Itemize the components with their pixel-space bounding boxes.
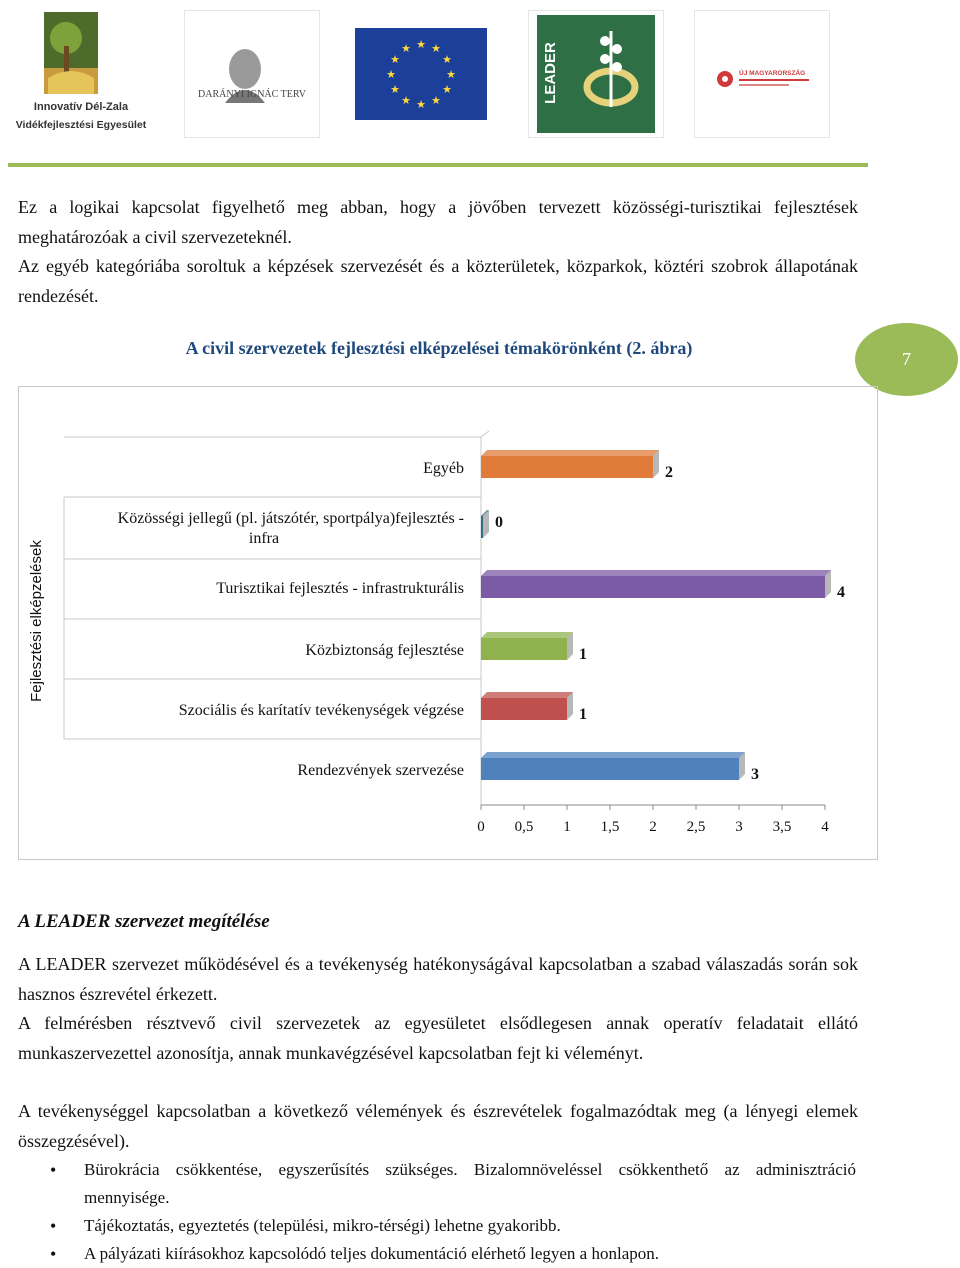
x-tick-label: 1 — [563, 819, 571, 835]
logo4-text: LEADER — [542, 42, 559, 104]
bar — [481, 758, 739, 780]
section-heading: A LEADER szervezet megítélése — [18, 911, 270, 932]
intro-paragraph-2: Az egyéb kategóriába soroltuk a képzések szervezését és a közterületek, közparkok, köztéri szobrok állapotának rendezését. — [18, 256, 858, 306]
eu-star-icon: ★ — [446, 68, 456, 81]
innovativ-del-zala-logo — [14, 8, 148, 138]
category-label: Egyéb — [423, 460, 464, 477]
data-label: 1 — [579, 646, 587, 663]
bar-top-face — [481, 570, 831, 576]
x-tick-label: 0 — [477, 819, 485, 835]
eu-star-icon: ★ — [390, 53, 400, 66]
eu-star-icon: ★ — [442, 53, 452, 66]
x-tick-label: 1,5 — [600, 819, 620, 835]
section-paragraph-2: A felmérésben résztvevő civil szervezetek az egyesületet elsődlegesen annak operatív feladatait ellátó munkaszervezettel azonosítja, annak munkavégzésével kapcsolatban fejt ki véleményt. — [18, 1013, 858, 1063]
section-paragraph-3: A tevékenységgel kapcsolatban a következő vélemények és észrevételek fogalmazódtak meg (a lényegi elemek összegzésével). — [18, 1101, 858, 1151]
bar — [481, 456, 653, 478]
bar-top-face — [481, 692, 573, 698]
data-label: 2 — [665, 464, 673, 481]
x-tick-label: 0,5 — [514, 819, 534, 835]
leader-logo — [528, 10, 664, 138]
eu-star-icon: ★ — [401, 42, 411, 55]
chart-frame — [18, 386, 878, 860]
opinion-list — [0, 1156, 880, 1268]
category-label: Közösségi jellegű (pl. játszótér, sportpálya)fejlesztés - — [117, 510, 464, 527]
uj-magyarorszag-logo — [694, 10, 830, 138]
data-label: 4 — [837, 584, 845, 601]
daranyi-ignac-terv-logo — [184, 10, 320, 138]
eu-star-icon: ★ — [386, 68, 396, 81]
data-label: 0 — [495, 514, 503, 531]
eu-star-icon: ★ — [431, 94, 441, 107]
eu-star-icon: ★ — [401, 94, 411, 107]
x-tick-label: 2 — [649, 819, 657, 835]
eu-star-icon: ★ — [431, 42, 441, 55]
bar — [481, 516, 483, 538]
x-tick-label: 3,5 — [772, 819, 792, 835]
list-item: • Tájékoztatás, egyeztetés (települési, mikro-térségi) lehetne gyakoribb. — [0, 1212, 856, 1240]
category-label: Rendezvények szervezése — [297, 762, 464, 779]
data-label: 3 — [751, 766, 759, 783]
x-tick-label: 2,5 — [686, 819, 706, 835]
x-tick-label: 4 — [821, 819, 829, 835]
data-label: 1 — [579, 706, 587, 723]
list-item: • A pályázati kiírásokhoz kapcsolódó teljes dokumentáció elérhető legyen a honlapon. — [0, 1240, 856, 1268]
header-rule — [8, 163, 868, 167]
plot-wall-edge — [481, 431, 489, 437]
bar-top-face — [481, 450, 659, 456]
logo1-line1: Innovatív Dél-Zala — [33, 101, 129, 113]
x-tick-label: 3 — [735, 819, 743, 835]
category-label: Közbiztonság fejlesztése — [305, 642, 464, 659]
eu-star-icon: ★ — [390, 83, 400, 96]
bar — [481, 698, 567, 720]
y-axis-title: Fejlesztési elképzelések — [28, 540, 45, 702]
section-paragraph-1: A LEADER szervezet működésével és a tevékenység hatékonyságával kapcsolatban a szabad válaszadás során sok hasznos észrevétel érkezett. — [18, 954, 858, 1004]
eu-star-icon: ★ — [442, 83, 452, 96]
category-label: Szociális és karítatív tevékenységek végzése — [178, 702, 464, 719]
header-logos — [0, 0, 960, 160]
bar-chart — [19, 387, 879, 861]
logo1-line2: Vidékfejlesztési Egyesület — [15, 119, 147, 131]
intro-paragraph-1: Ez a logikai kapcsolat figyelhető meg abban, hogy a jövőben tervezett közösségi-turisztikai fejlesztések meghatározóak a civil szervezeteknél. — [18, 197, 858, 247]
eu-star-icon: ★ — [416, 38, 426, 51]
category-label: infra — [248, 530, 280, 547]
page-number: 7 — [902, 349, 911, 369]
eu-flag-logo — [355, 28, 487, 120]
logo5-text: ÚJ MAGYARORSZÁG — [739, 70, 806, 77]
eu-star-icon: ★ — [416, 98, 426, 111]
category-label: Turisztikai fejlesztés - infrastrukturális — [216, 580, 464, 597]
list-item: • Bürokrácia csökkentése, egyszerűsítés szükséges. Bizalomnöveléssel csökkenthető az adminisztráció mennyisége. — [0, 1156, 856, 1212]
bar — [481, 576, 825, 598]
logo2-text: DARÁNYI IGNÁC TERV — [198, 89, 306, 100]
figure-caption: A civil szervezetek fejlesztési elképzelései témakörönként (2. ábra) — [185, 338, 693, 358]
bar — [481, 638, 567, 660]
bar-top-face — [481, 632, 573, 638]
bar-top-face — [481, 752, 745, 758]
